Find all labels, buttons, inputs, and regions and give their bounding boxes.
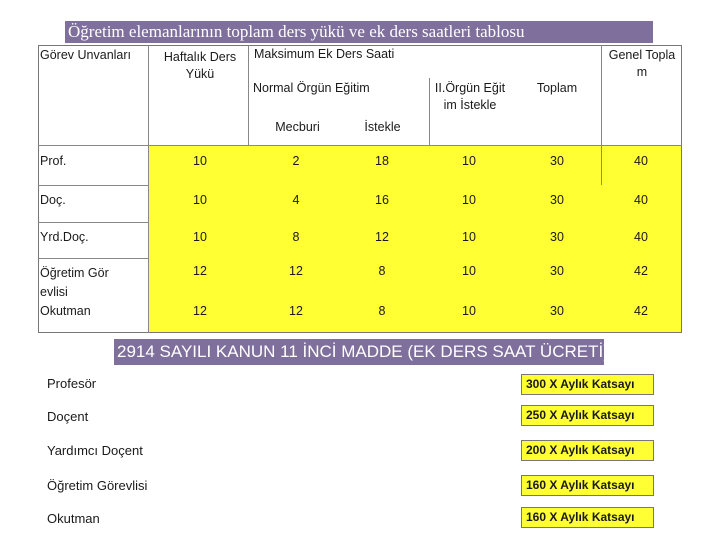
rate-value-yardimci-docent: 200 X Aylık Katsayı	[521, 440, 654, 461]
table-divider	[601, 45, 602, 185]
header-istekle: İstekle	[364, 120, 401, 134]
rate-label-yardimci-docent: Yardımcı Doçent	[47, 443, 143, 458]
cell-ogr-gor-toplam: 30	[550, 264, 564, 278]
table-divider	[248, 45, 249, 145]
cell-yrd-doc-mecburi: 8	[292, 230, 300, 244]
cell-ogr-gor-mecburi: 12	[289, 264, 303, 278]
cell-ogr-gor-genel: 42	[634, 264, 648, 278]
rate-label-ogretim-gorevlisi: Öğretim Görevlisi	[47, 478, 148, 493]
table-divider	[148, 45, 149, 333]
row-label-ogretim-gorevlisi: Öğretim Gör evlisi	[40, 266, 109, 299]
header-toplam: Toplam	[536, 81, 578, 95]
cell-prof-ii-ogretim: 10	[462, 154, 476, 168]
law-title: 2914 SAYILI KANUN 11 İNCİ MADDE (EK DERS SAAT ÜCRETİ)	[114, 339, 604, 365]
cell-prof-toplam: 30	[550, 154, 564, 168]
table-divider	[38, 145, 682, 146]
header-haftalik-ders-yuku: Haftalık Ders Yükü	[163, 50, 237, 81]
cell-ogr-gor-ii-ogretim: 10	[462, 264, 476, 278]
cell-okutman-ii-ogretim: 10	[462, 304, 476, 318]
row-label-okutman: Okutman	[40, 304, 91, 318]
cell-doc-haftalik: 10	[193, 193, 207, 207]
rate-label-okutman: Okutman	[47, 511, 100, 526]
cell-yrd-doc-haftalik: 10	[193, 230, 207, 244]
cell-prof-genel: 40	[634, 154, 648, 168]
row-label-prof: Prof.	[40, 154, 67, 168]
row-label-yrd-doc: Yrd.Doç.	[40, 230, 89, 244]
rate-value-ogretim-gorevlisi: 160 X Aylık Katsayı	[521, 475, 654, 496]
cell-okutman-istekle: 8	[378, 304, 386, 318]
cell-ogr-gor-haftalik: 12	[193, 264, 207, 278]
cell-doc-istekle: 16	[375, 193, 389, 207]
cell-ogr-gor-istekle: 8	[378, 264, 386, 278]
header-genel-toplam: Genel Topla m	[608, 48, 676, 79]
cell-doc-mecburi: 4	[292, 193, 300, 207]
rate-value-docent: 250 X Aylık Katsayı	[521, 405, 654, 426]
cell-doc-toplam: 30	[550, 193, 564, 207]
cell-prof-istekle: 18	[375, 154, 389, 168]
header-mecburi: Mecburi	[275, 120, 320, 134]
cell-prof-mecburi: 2	[292, 154, 300, 168]
cell-okutman-toplam: 30	[550, 304, 564, 318]
cell-yrd-doc-ii-ogretim: 10	[462, 230, 476, 244]
cell-yrd-doc-genel: 40	[634, 230, 648, 244]
cell-okutman-haftalik: 12	[193, 304, 207, 318]
rate-label-docent: Doçent	[47, 409, 89, 424]
table-divider	[38, 185, 148, 186]
table-divider	[38, 258, 148, 259]
cell-prof-haftalik: 10	[193, 154, 207, 168]
rate-value-profesor: 300 X Aylık Katsayı	[521, 374, 654, 395]
cell-doc-genel: 40	[634, 193, 648, 207]
header-ii-ogretim-istekle: II.Örgün Eğit im İstekle	[434, 81, 506, 112]
cell-okutman-genel: 42	[634, 304, 648, 318]
table-divider	[38, 222, 148, 223]
cell-doc-ii-ogretim: 10	[462, 193, 476, 207]
cell-okutman-mecburi: 12	[289, 304, 303, 318]
rate-value-okutman: 160 X Aylık Katsayı	[521, 507, 654, 528]
header-gorev-unvanlari: Görev Unvanları	[40, 48, 132, 62]
cell-yrd-doc-toplam: 30	[550, 230, 564, 244]
header-normal-orgun: Normal Örgün Eğitim	[253, 81, 370, 95]
rate-label-profesor: Profesör	[47, 376, 97, 391]
page-title: Öğretim elemanlarının toplam ders yükü ve ek ders saatleri tablosu	[65, 21, 653, 43]
row-label-doc: Doç.	[40, 193, 66, 207]
header-maksimum-ek-ders: Maksimum Ek Ders Saati	[254, 47, 395, 61]
cell-yrd-doc-istekle: 12	[375, 230, 389, 244]
